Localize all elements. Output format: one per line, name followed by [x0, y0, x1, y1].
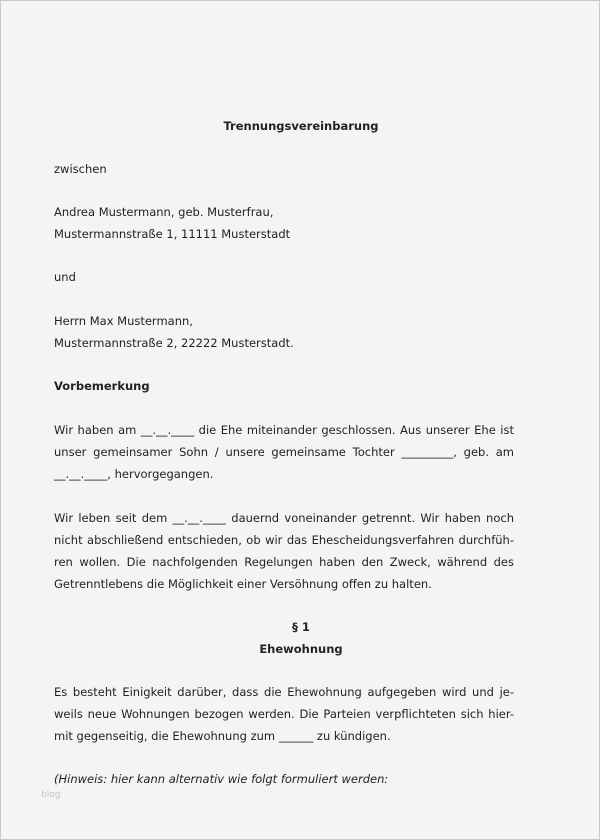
section1-heading: Ehewohnung: [259, 642, 343, 656]
and-label: und: [54, 270, 76, 284]
section1-p1-line: weils neue Wohnungen bezogen werden. Die Parteien verpflichteten sich hier-: [54, 707, 514, 721]
party2-name: Herrn Max Mustermann,: [54, 314, 193, 328]
preamble-p1-line: __.__.____, hervorgegangen.: [54, 467, 214, 481]
party1-name: Andrea Mustermann, geb. Musterfrau,: [54, 205, 274, 219]
section1-p1-line: mit gegenseitig, die Ehewohnung zum ______ zu kündigen.: [54, 729, 391, 743]
party1-address: Mustermannstraße 1, 11111 Musterstadt: [54, 227, 291, 241]
hint-text: (Hinweis: hier kann alternativ wie folgt formuliert werden:: [54, 772, 389, 786]
preamble-p1-line: Wir haben am __.__.____ die Ehe miteinander geschlossen. Aus unserer Ehe ist: [54, 423, 514, 437]
preamble-p2-line: nicht abschließend entschieden, ob wir das Ehescheidungsverfahren durchfüh-: [54, 533, 514, 547]
document-title: Trennungsvereinbarung: [223, 119, 379, 133]
party2-address: Mustermannstraße 2, 22222 Musterstadt.: [54, 336, 294, 350]
between-label: zwischen: [54, 162, 107, 176]
section1-p1-line: Es besteht Einigkeit darüber, dass die Ehewohnung aufgegeben wird und je-: [54, 685, 514, 699]
watermark: blog: [41, 790, 61, 800]
preamble-heading: Vorbemerkung: [54, 379, 150, 393]
preamble-p2-line: Wir leben seit dem __.__.____ dauernd voneinander getrennt. Wir haben noch: [54, 511, 514, 525]
preamble-p1-line: unser gemeinsamer Sohn / unsere gemeinsame Tochter _________, geb. am: [54, 445, 514, 459]
section1-number: § 1: [292, 620, 310, 634]
preamble-p2-line: Getrenntlebens die Möglichkeit einer Versöhnung offen zu halten.: [54, 577, 432, 591]
preamble-p2-line: ren wollen. Die nachfolgenden Regelungen haben den Zweck, während des: [54, 555, 514, 569]
